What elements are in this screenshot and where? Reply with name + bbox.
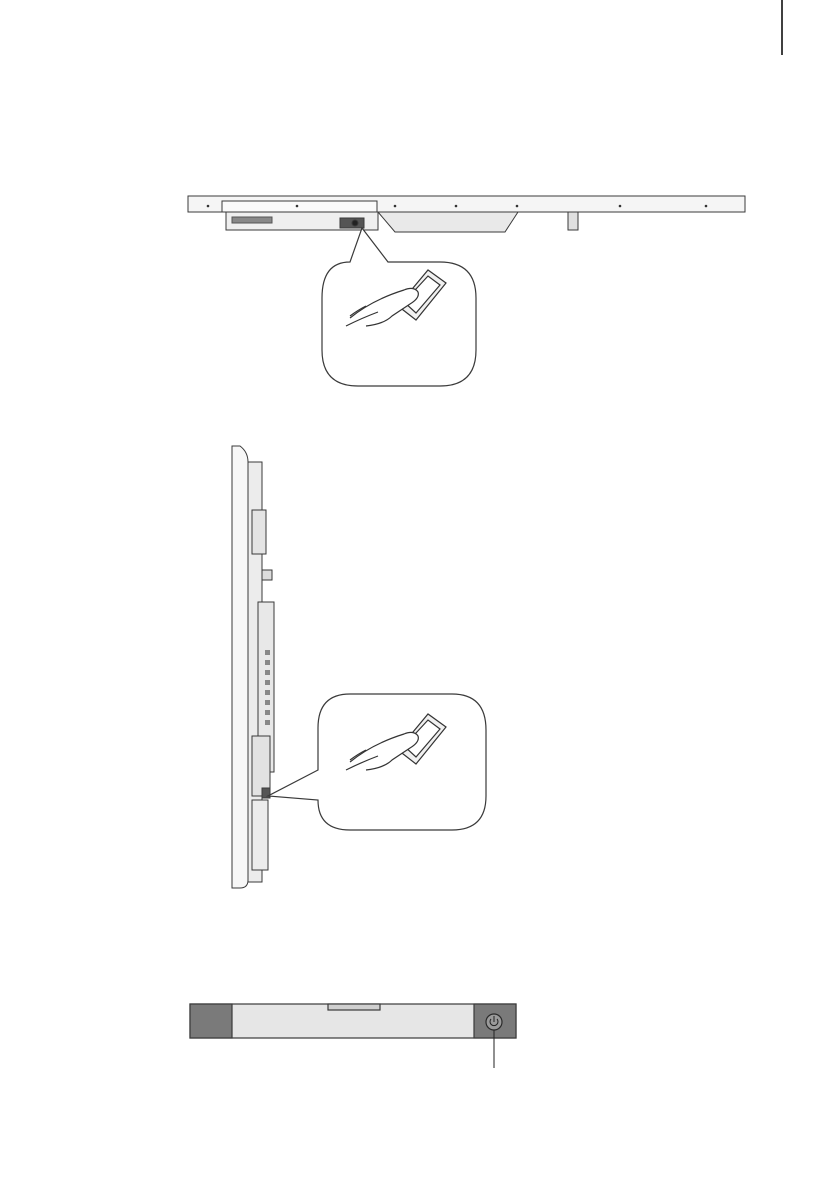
port-row	[232, 217, 272, 223]
bottom-view-display	[188, 196, 745, 232]
lower-back-panel	[252, 800, 268, 870]
bezel-left-cap	[190, 1004, 232, 1038]
switch-dot	[352, 220, 358, 226]
display-side-edge	[232, 446, 248, 888]
callout-side-switch	[268, 694, 486, 830]
bottom-foot	[568, 212, 578, 230]
mount-bracket-upper	[252, 510, 266, 554]
side-view-display	[232, 446, 274, 888]
side-knob	[262, 570, 272, 580]
bottom-housing	[378, 212, 518, 232]
bezel-top-notch	[328, 1004, 380, 1010]
callout-bottom-switch	[322, 228, 476, 386]
front-bezel-view	[190, 1004, 516, 1068]
connector-panel-lid	[222, 201, 377, 212]
mount-bracket-lower	[252, 736, 270, 796]
